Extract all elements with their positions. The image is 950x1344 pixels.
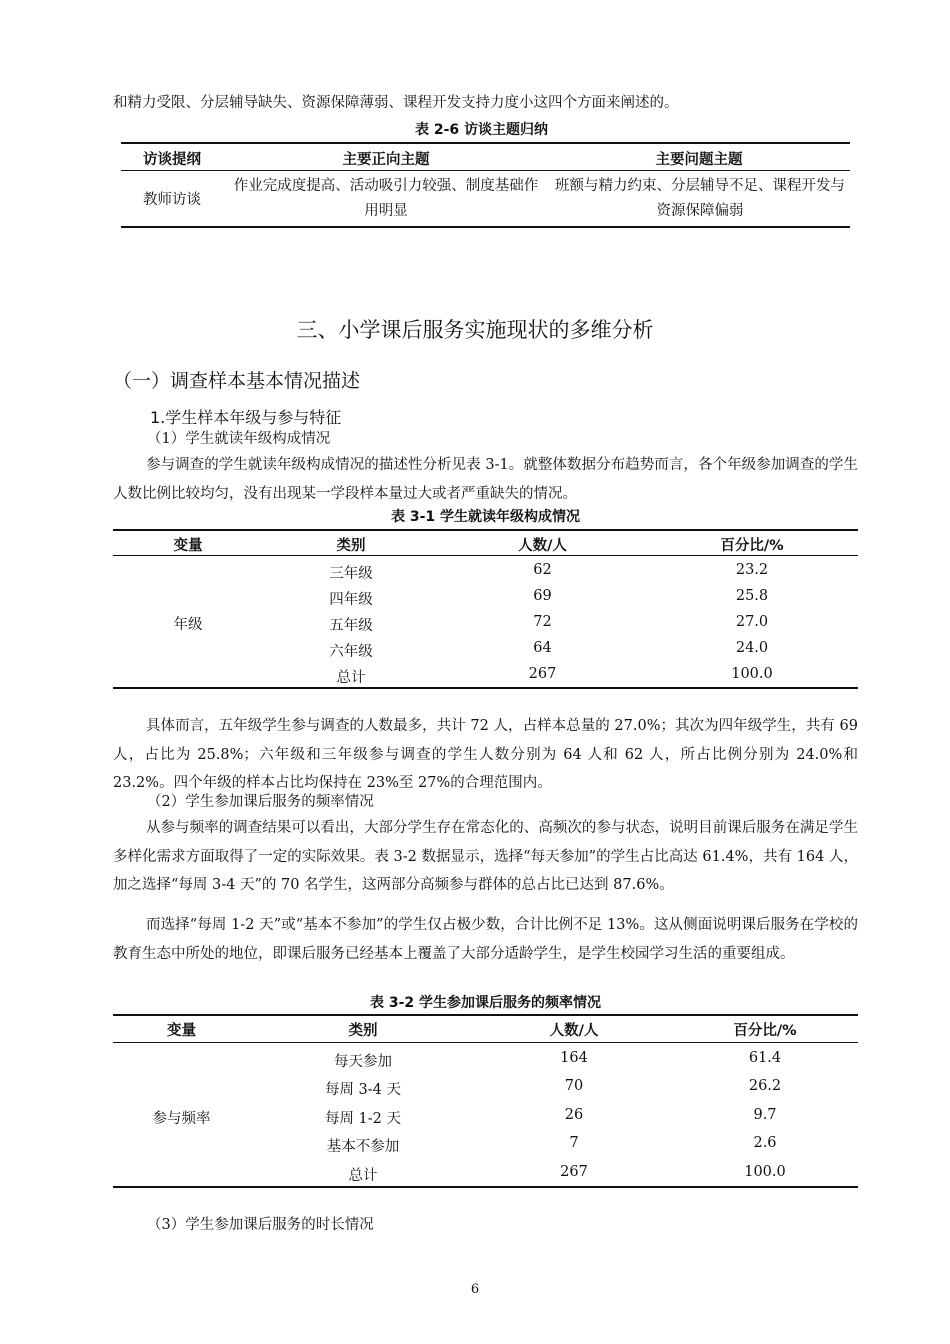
table-3-1-bottom-rule	[113, 687, 858, 689]
table-2-6-header-positive: 主要正向主题	[342, 152, 430, 168]
table-3-2-row-percent: 2.6	[753, 1135, 777, 1151]
table-3-2-row-percent: 26.2	[748, 1078, 782, 1094]
table-3-2-row-category: 每周 1-2 天	[324, 1111, 402, 1127]
table-3-1-row-category: 六年级	[329, 644, 373, 660]
table-3-1-row-count: 72	[533, 614, 552, 630]
table-3-1-header-variable: 变量	[173, 538, 203, 554]
table-3-1-total-percent: 100.0	[731, 666, 773, 682]
table-3-2-row-count: 70	[564, 1078, 584, 1094]
table-3-2-header-count: 人数/人	[549, 1023, 599, 1039]
table-3-1-header-percent: 百分比/%	[720, 538, 784, 554]
paragraph-4: 而选择“每周 1-2 天”或“基本不参加”的学生仅占极少数，合计比例不足 13%。这从侧面说明课后服务在学校的教育生态中所处的地位，即课后服务已经基本上覆盖了大部分适龄学生，是学生校园学习生活的重要组成。	[113, 917, 858, 962]
table-3-1-row-percent: 25.8	[735, 588, 769, 604]
section-title: 三、小学课后服务实施现状的多维分析	[296, 318, 654, 342]
table-3-2-total-category: 总计	[348, 1168, 378, 1184]
table-3-1-row-percent: 27.0	[735, 614, 769, 630]
table-3-2-row-percent: 9.7	[753, 1107, 777, 1123]
table-3-1-total-category: 总计	[336, 670, 366, 686]
paragraph-2: 具体而言，五年级学生参与调查的人数最多，共计 72 人，占样本总量的 27.0%；其次为四年级学生，共有 69 人，占比为 25.8%；六年级和三年级参与调查的学生人数分别为 64 人和 62 人，所占比例分别为 24.0%和 23.2%。四个年级的样本占比均保持在 23%至 27%的合理范围内。	[113, 718, 858, 791]
table-2-6-cell-positive: 作业完成度提高、活动吸引力较强、制度基础作用明显	[233, 178, 539, 219]
table-3-1-row-count: 69	[533, 588, 552, 604]
table-3-1-row-count: 64	[533, 640, 552, 656]
intro-line: 和精力受限、分层辅导缺失、资源保障薄弱、课程开发支持力度小这四个方面来阐述的。	[113, 95, 679, 111]
table-3-1-header-category: 类别	[336, 538, 366, 554]
table-3-1-header-count: 人数/人	[518, 538, 567, 554]
paragraph-1: 参与调查的学生就读年级构成情况的描述性分析见表 3-1。就整体数据分布趋势而言，各个年级参加调查的学生人数比例比较均匀，没有出现某一学段样本量过大或者严重缺失的情况。	[113, 457, 858, 502]
table-2-6-header-outline: 访谈提纲	[143, 152, 201, 168]
table-3-2-total-count: 267	[560, 1164, 588, 1180]
table-3-2-caption: 表 3-2 学生参加课后服务的频率情况	[369, 995, 602, 1011]
item2-title: （2）学生参加课后服务的频率情况	[147, 794, 374, 810]
table-3-1-header-rule	[113, 555, 858, 556]
table-3-1-row-category: 五年级	[329, 618, 373, 634]
paragraph-3: 从参与频率的调查结果可以看出，大部分学生存在常态化的、高频次的参与状态，说明目前课后服务在满足学生多样化需求方面取得了一定的实际效果。表 3-2 数据显示，选择“每天参加”的学生占比高达 61.4%，共有 164 人，加之选择“每周 3-4 天”的 70 名学生，这两部分高频参与群体的总占比已达到 87.6%。	[113, 820, 858, 893]
table-3-2-header-percent: 百分比/%	[733, 1023, 797, 1039]
table-3-1-row-category: 三年级	[329, 566, 373, 582]
table-2-6-cell-outline: 教师访谈	[143, 192, 201, 208]
item3-title: （3）学生参加课后服务的时长情况	[147, 1217, 374, 1233]
subsubsection-title: 1.学生样本年级与参与特征	[150, 408, 342, 427]
table-3-2-bottom-rule	[113, 1186, 858, 1188]
table-2-6-caption: 表 2-6 访谈主题归纳	[414, 122, 549, 138]
table-2-6-header-rule	[121, 170, 850, 171]
table-3-2-total-percent: 100.0	[744, 1164, 786, 1180]
table-3-1-row-percent: 23.2	[735, 562, 769, 578]
table-3-2-top-rule	[113, 1014, 858, 1016]
table-3-1-variable: 年级	[173, 617, 203, 633]
table-2-6-bottom-rule	[121, 226, 850, 228]
table-2-6-cell-problem: 班额与精力约束、分层辅导不足、课程开发与资源保障偏弱	[555, 178, 845, 219]
table-3-2-row-count: 164	[560, 1050, 588, 1066]
table-2-6-top-rule	[121, 142, 850, 144]
table-2-6-header-problem: 主要问题主题	[655, 152, 743, 168]
table-3-2-header-rule	[113, 1042, 858, 1043]
table-3-2-row-category: 每周 3-4 天	[324, 1082, 402, 1098]
table-3-1-total-count: 267	[528, 666, 557, 682]
table-3-2-row-count: 26	[564, 1107, 584, 1123]
table-3-1-row-count: 62	[533, 562, 552, 578]
table-3-2-header-category: 类别	[348, 1023, 378, 1039]
table-3-1-row-category: 四年级	[329, 592, 373, 608]
table-3-2-variable: 参与频率	[152, 1111, 211, 1127]
table-3-2-row-category: 每天参加	[334, 1054, 392, 1070]
table-3-2-row-count: 7	[569, 1135, 579, 1151]
item1-title: （1）学生就读年级构成情况	[147, 431, 331, 447]
table-3-1-top-rule	[113, 529, 858, 531]
subsection-title: （一）调查样本基本情况描述	[113, 370, 361, 392]
table-3-2-row-percent: 61.4	[748, 1050, 782, 1066]
table-3-2-header-variable: 变量	[167, 1023, 196, 1039]
table-3-1-caption: 表 3-1 学生就读年级构成情况	[390, 509, 581, 525]
table-3-1-row-percent: 24.0	[735, 640, 769, 656]
page-number: 6	[470, 1282, 480, 1297]
table-3-2-row-category: 基本不参加	[326, 1139, 400, 1155]
